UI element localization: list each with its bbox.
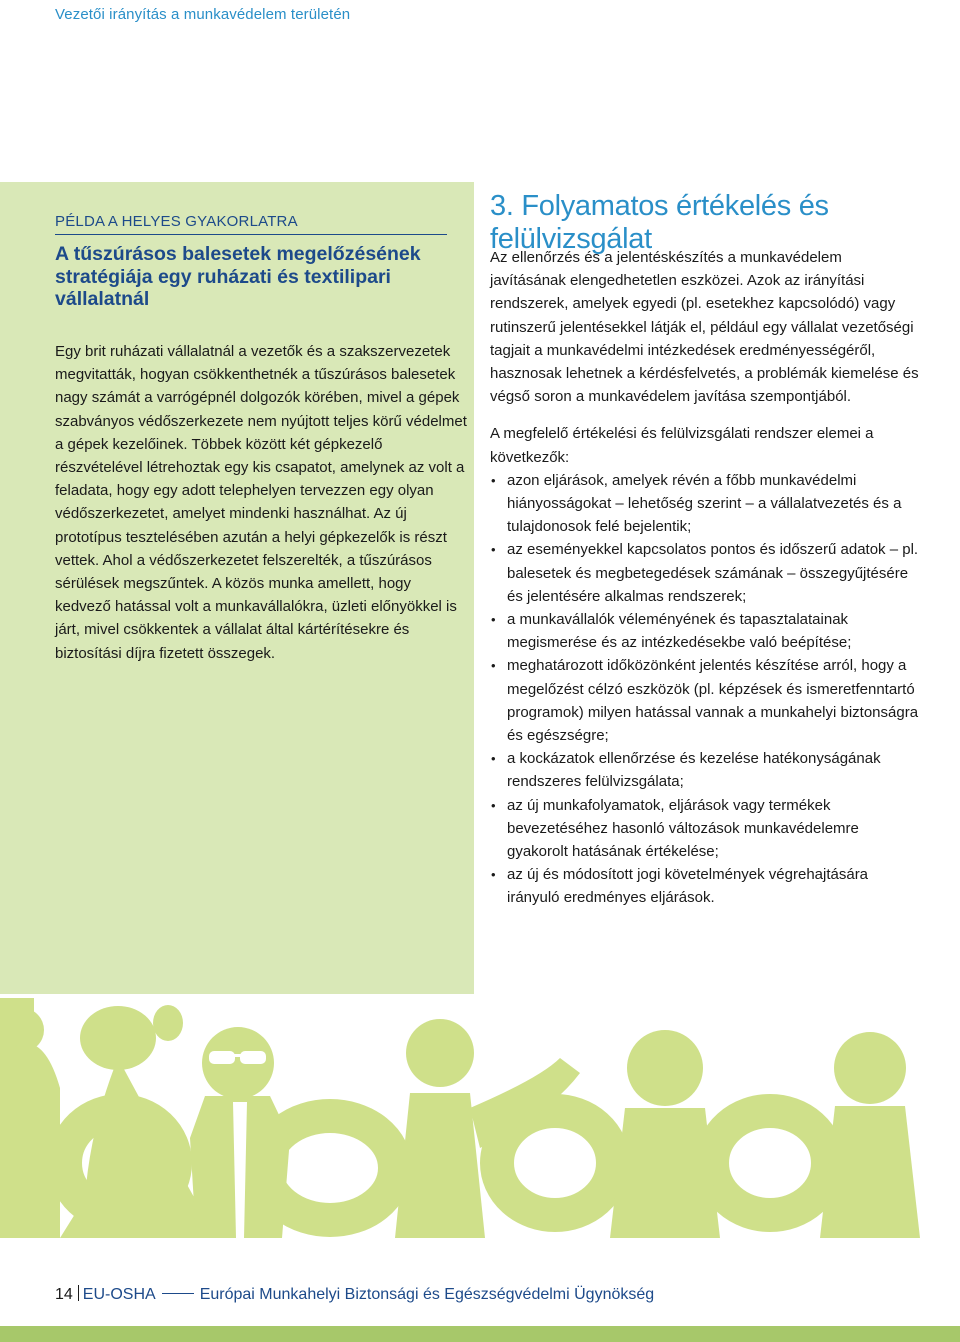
- example-box-body: Egy brit ruházati vállalatnál a vezetők és a szakszervezetek megvitatták, hogyan csökkenthetnék a tűszúrásos balesetek nagy számát a varrógépnél dolgozók körében, mivel a gépek szabványos védőszerkezete nem nyújtott teljes körű védelmet a gépek kezelőinek. Többek között két gépkezelő részvételével létrehoztak egy kis csapatot, amelynek az volt a feladata, hogy egy adott telephelyen tervezzen egy olyan védőszerkezetet, amelyet mindenki használhat. Az új prototípus tesztelésében azután a helyi gépkezelők is részt vettek. Ahol a védőszerkezetet felszerelték, a tűszúrásos sérülések megszűntek. A közös munka amellett, hogy kedvező hatással volt a munkavállalókra, üzleti előnyökkel is járt, mivel csökkentek a vállalat által kártérítésekre és biztosítási díjra fizetett összegek.: [55, 343, 467, 662]
- list-item: [490, 608, 920, 654]
- running-head: Vezetői irányítás a munkavédelem területén: [55, 6, 351, 23]
- bullet-icon: •: [491, 542, 496, 558]
- footer-separator: [78, 1285, 79, 1301]
- list-item: [490, 538, 920, 608]
- bullet-icon: •: [491, 797, 496, 813]
- list-item: [490, 469, 920, 539]
- list-item-text: a munkavállalók véleményének és tapasztalatainak megismerése és az intézkedésekbe való beépítése;: [507, 611, 852, 652]
- example-box-divider: [55, 234, 447, 235]
- list-item-text: az új munkafolyamatok, eljárások vagy termékek bevezetéséhez hasonló változások munkavédelemre gyakorolt hatásának értékelése;: [507, 796, 859, 861]
- list-item: [490, 654, 920, 747]
- bottom-bar: [0, 1326, 960, 1342]
- bullet-icon: •: [491, 612, 496, 628]
- list-item: [490, 863, 920, 909]
- list-item-text: meghatározott időközönként jelentés készítése arról, hogy a megelőzést célzó eszközök (pl. képzések és ismeretfenntartó programok) milyen hatással vannak a munkahelyi biztonságra és egészségre;: [507, 657, 919, 745]
- list-item: [490, 747, 920, 793]
- workers-chain-illustration: [0, 998, 960, 1238]
- section-body: [490, 246, 920, 910]
- bullet-icon: •: [491, 472, 496, 488]
- footer-dash: [162, 1293, 194, 1294]
- list-item-text: az új és módosított jogi követelmények végrehajtására irányuló eredményes eljárások.: [507, 866, 869, 907]
- example-box-label: PÉLDA A HELYES GYAKORLATRA: [55, 213, 298, 230]
- list-item: [490, 794, 920, 864]
- bullet-icon: •: [491, 751, 496, 767]
- example-box-title: A tűszúrásos balesetek megelőzésének stratégiája egy ruházati és textilipari vállalatnál: [55, 243, 421, 310]
- footer-org: EU-OSHA: [82, 1286, 156, 1303]
- list-item-text: az eseményekkel kapcsolatos pontos és időszerű adatok – pl. balesetek és megbetegedések számának – összegyűjtésére és jelentésére alkalmas rendszerek;: [507, 541, 919, 605]
- section-title: 3. Folyamatos értékelés és felülvizsgálat: [490, 190, 829, 255]
- footer-agency: Európai Munkahelyi Biztonsági és Egészségvédelmi Ügynökség: [199, 1286, 655, 1303]
- bullet-icon: •: [491, 658, 496, 674]
- list-item-text: azon eljárások, amelyek révén a főbb munkavédelmi hiányosságokat – lehetőség szerint – a vállalatvezetés és a tulajdonosok felé bejelentik;: [507, 471, 902, 536]
- page-footer: [55, 1285, 654, 1304]
- bullet-icon: •: [491, 867, 496, 883]
- list-item-text: a kockázatok ellenőrzése és kezelése hatékonyságának rendszeres felülvizsgálata;: [507, 750, 881, 791]
- criteria-list: [490, 469, 920, 910]
- section-intro-1: Az ellenőrzés és a jelentéskészítés a munkavédelem javításának elengedhetetlen eszközei. Azok az irányítási rendszerek, amelyek egyedi (pl. esetekhez kapcsolódó) vagy rutinszerű jelentésekkel látják el, például egy vállalat vezetőségi tagjait a munkavédelmi intézkedések eredményességéről, hasznosak lehetnek a kérdésfelvetés, a problémák kiemelése és végső soron a munkavédelem javítása szempontjából.: [490, 249, 919, 406]
- section-intro-2: A megfelelő értékelési és felülvizsgálati rendszer elemei a következők:: [490, 425, 874, 466]
- page-number: 14: [55, 1286, 73, 1303]
